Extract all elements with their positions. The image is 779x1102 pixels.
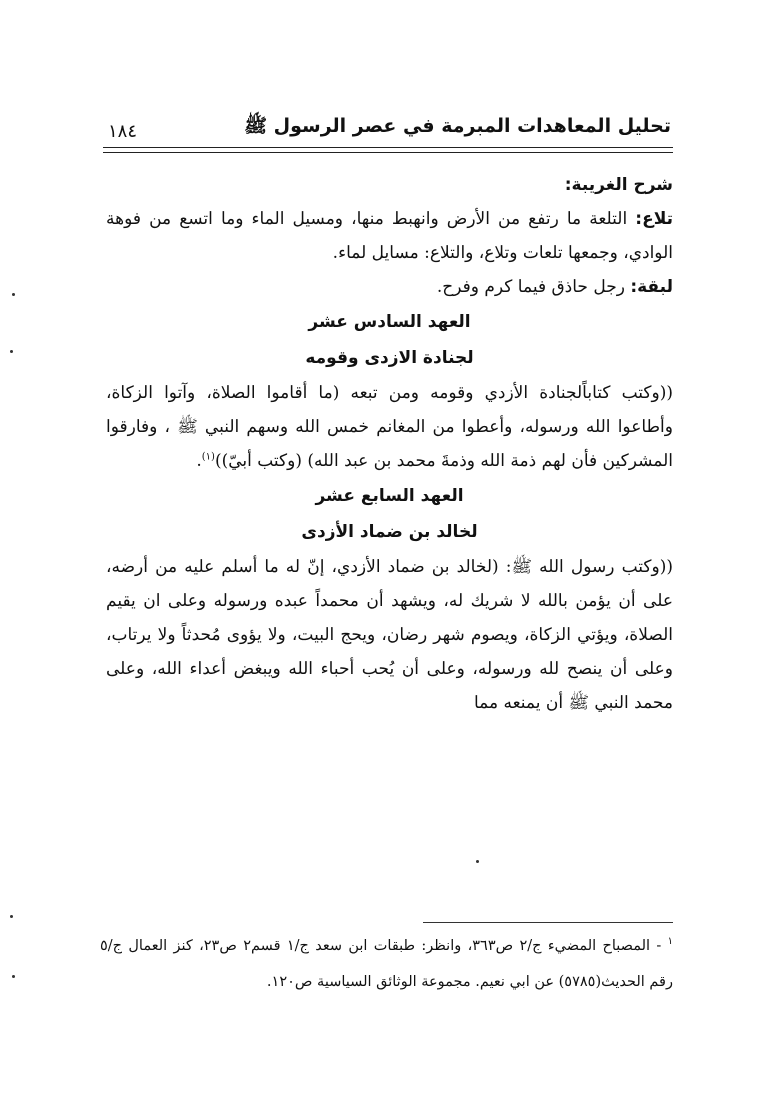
- glossary-term: تلاع:: [635, 209, 673, 229]
- covenant-17-title: العهد السابع عشر: [315, 486, 464, 506]
- scan-speck: [12, 293, 15, 296]
- running-title: تحليل المعاهدات المبرمة في عصر الرسول ﷺ: [244, 115, 671, 137]
- footnote-reference: (١): [201, 451, 215, 463]
- covenant-17-text: ((وكتب رسول الله ﷺ: (لخالد بن ضماد الأزدي، إنّ له ما أسلم عليه من أرضه، على أن يؤمن بالله لا شريك له، ويشهد أن محمداً عبده ورسوله وعلى ان يقيم الصلاة، ويؤتي الزكاة، ويصوم شهر رضان، ويحج البيت، ولا يؤوى مُحدثاً ولا يرتاب، وعلى أن ينصح لله ورسوله، وعلى أن يُحب أحباء الله ويبغض أعداء الله، وعلى محمد النبي ﷺ أن يمنعه مما: [106, 557, 673, 713]
- covenant-17-subtitle: لخالد بن ضماد الأزدى: [301, 522, 478, 542]
- page-number: ١٨٤: [108, 121, 138, 142]
- glossary-entry-labiqa: [106, 270, 673, 304]
- footnote-separator: [423, 922, 673, 923]
- header-rule-bottom: [103, 152, 673, 153]
- glossary-definition: رجل حاذق فيما كرم وفرح.: [436, 277, 631, 297]
- scan-speck: [476, 860, 479, 863]
- scan-speck: [10, 350, 13, 353]
- body-text: [106, 168, 673, 720]
- footnote: [100, 928, 673, 1000]
- footnote-marker: ١: [667, 936, 673, 948]
- glossary-entry-tala: [106, 202, 673, 270]
- page-header: [108, 108, 671, 142]
- covenant-16-title: العهد السادس عشر: [308, 312, 471, 332]
- scan-speck: [12, 975, 15, 978]
- glossary-definition: التلعة ما رتفع من الأرض وانهبط منها، ومسيل الماء وما اتسع من فوهة الوادي، وجمعها تلعات وتلاع، والتلاع: مسايل لماء.: [106, 209, 673, 263]
- header-rule-top: [103, 147, 673, 148]
- covenant-16-text: ((وكتب كتاباًلجنادة الأزدي وقومه ومن تبعه (ما أقاموا الصلاة، وآتوا الزكاة، وأطاعوا الله ورسوله، وأعطوا من المغانم خمس الله وسهم النبي ﷺ ، وفارقوا المشركين فأن لهم ذمة الله وذمةَ محمد بن عبد الله) (وكتب أبيّ))$^{(١)}$.: [106, 383, 673, 471]
- footnote-text: - المصباح المضيء ج/٢ ص٣٦٣، وانظر: طبقات ابن سعد ج/١ قسم٢ ص٢٣، كنز العمال ج/٥ رقم الحديث(٥٧٨٥) عن ابي نعيم. مجموعة الوثائق السياسية ص١٢٠.: [100, 938, 673, 990]
- scan-speck: [10, 915, 13, 918]
- covenant-16-subtitle: لجنادة الازدى وقومه: [305, 348, 474, 368]
- glossary-heading: شرح الغريبة:: [564, 175, 673, 195]
- glossary-term: لبقة:: [630, 277, 673, 297]
